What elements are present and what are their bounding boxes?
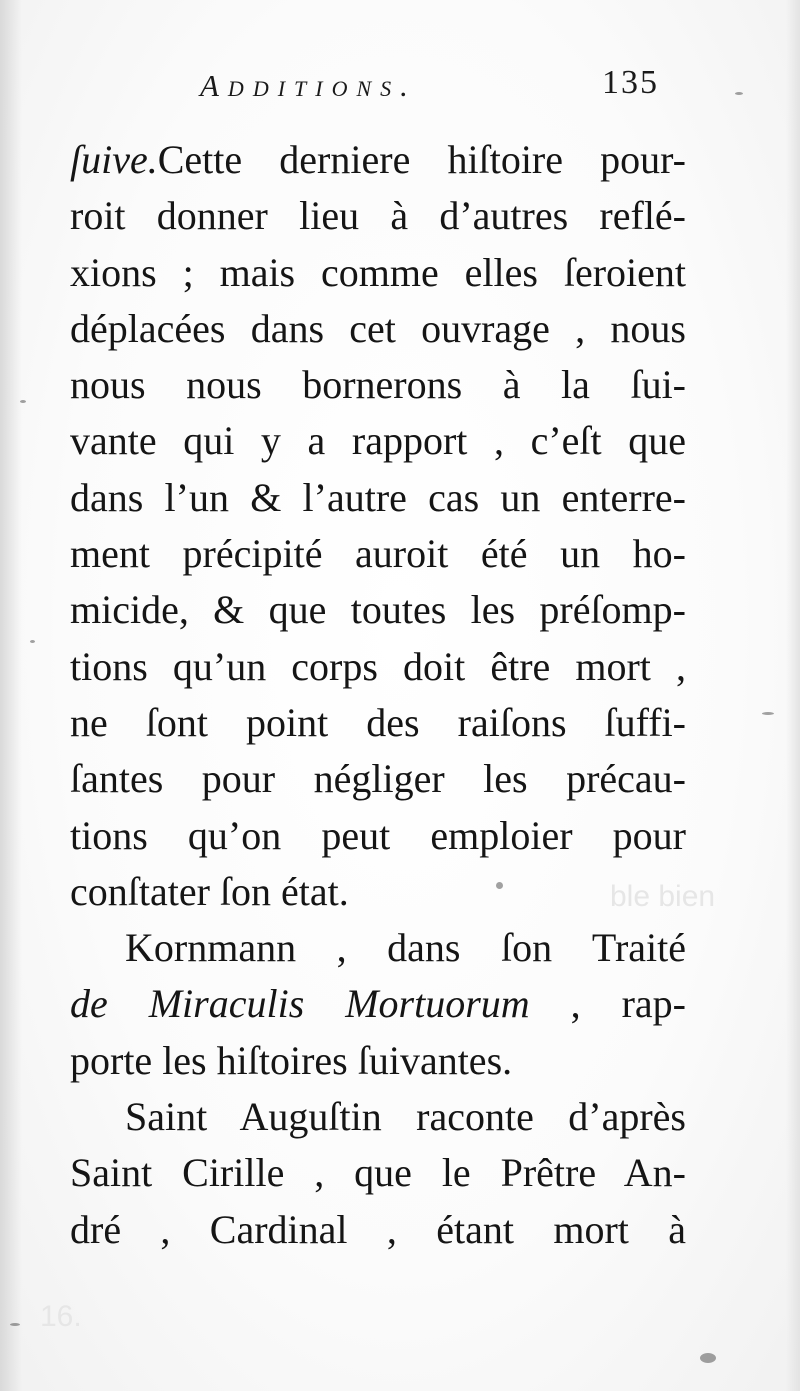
text-line: ment précipité auroit été un ho- (70, 531, 686, 577)
show-through-text: 16. (40, 1300, 82, 1333)
text-fragment-italic: ſuive. (70, 137, 158, 182)
text-line: nous nous bornerons à la ſui- (70, 362, 686, 408)
text-line: Saint Cirille , que le Prêtre An- (70, 1150, 686, 1196)
scan-speck (496, 882, 503, 889)
text-line-paragraph-start: Saint Auguſtin raconte d’après (125, 1094, 686, 1140)
scan-speck (762, 712, 774, 715)
text-line: dans l’un & l’autre cas un enterre- (70, 474, 686, 520)
text-line: dré , Cardinal , étant mort à (70, 1206, 686, 1252)
text-line: déplacées dans cet ouvrage , nous (70, 305, 686, 351)
running-head: Additions. (200, 68, 417, 103)
scan-speck (20, 400, 26, 403)
text-fragment: Cette derniere hiſtoire pour- (157, 137, 686, 182)
text-line: ſantes pour négliger les précau- (70, 756, 686, 802)
text-fragment-italic: de Miraculis Mortuorum (70, 981, 530, 1027)
scan-speck (30, 640, 35, 643)
text-line: micide, & que toutes les préſomp- (70, 587, 686, 633)
text-line-paragraph-start: Kornmann , dans ſon Traité (125, 925, 686, 971)
page-edge-shadow-left (0, 0, 22, 1391)
body-text (70, 132, 686, 1258)
text-line: tions qu’un corps doit être mort , (70, 643, 686, 689)
text-line: roit donner lieu à d’autres reflé- (70, 193, 686, 239)
text-line: conſtater ſon état. (70, 868, 349, 914)
text-line (70, 976, 686, 1032)
show-through-text: ble bien (610, 880, 716, 913)
text-line: vante qui y a rapport , c’eſt que (70, 418, 686, 464)
text-line: ne ſont point des raiſons ſuffi- (70, 699, 686, 745)
text-line: xions ; mais comme elles ſeroient (70, 249, 686, 295)
scan-speck (10, 1323, 20, 1326)
scan-speck (700, 1353, 716, 1363)
page-edge-shadow-right (786, 0, 800, 1391)
scan-speck (735, 92, 743, 95)
page-number: 135 (602, 64, 659, 101)
text-line: porte les hiſtoires ſuivantes. (70, 1037, 513, 1083)
text-fragment: , rap- (529, 981, 686, 1027)
text-line (70, 132, 686, 188)
text-line: tions qu’on peut emploier pour (70, 812, 686, 858)
